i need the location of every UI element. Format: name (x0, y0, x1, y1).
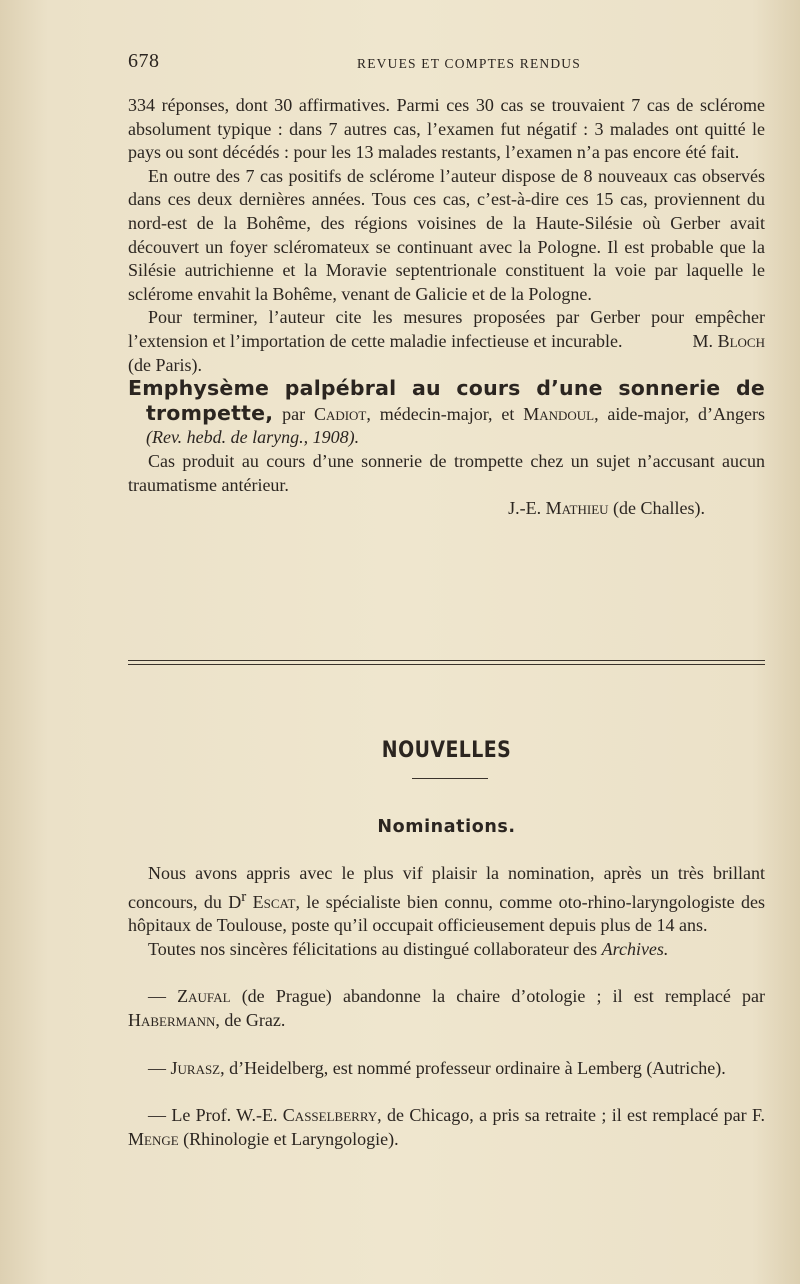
article1-signature-name: Bloch (717, 330, 765, 351)
news-column (128, 862, 765, 1151)
article2-signature-name: Mathieu (545, 498, 609, 519)
article1-paragraph-1: 334 réponses, dont 30 affirmatives. Parmi ces 30 cas se trouvaient 7 cas de sclérome absolument typique : dans 7 autres cas, l’examen fut négatif : 3 malades ont quitté le pays ou sont décédés : pour les 13 malades restants, l’examen n’a pas encore été fait. (128, 95, 765, 163)
subsection-title: Nominations. (377, 817, 516, 837)
article1-paragraph-3-text: Pour terminer, l’auteur cite les mesures proposées par Gerber pour empêcher l’extension et l’importation de cette maladie infectieuse et incurable. (128, 307, 765, 351)
news-item-escat: Nous avons appris avec le plus vif plaisir la nomination, après un très brillant concours, du $D^r$ Escat, le spécialiste bien connu, comme oto-rhino-laryngologiste des hôpitaux de Toulouse, poste qu’il occupait officieusement depuis plus de 14 ans. (128, 863, 765, 936)
review-column (128, 94, 765, 521)
news-item-zaufal: — Zaufal (de Prague) abandonne la chaire d’otologie ; il est remplacé par Habermann, de Graz. (128, 986, 766, 1030)
section-underline (412, 778, 488, 779)
news-item-casselberry: — Le Prof. W.-E. Casselberry, de Chicago, a pris sa retraite ; il est remplacé par F. Menge (Rhinologie et Laryngologie). (128, 1105, 766, 1149)
section-double-rule (128, 660, 765, 668)
article2-author-1: Cadiot (313, 403, 367, 424)
article1-signature: M. Bloch (de Paris). (128, 330, 765, 375)
page-number: 678 (128, 50, 160, 72)
page-header (128, 50, 762, 80)
article1-paragraph-2: En outre des 7 cas positifs de sclérome l’auteur dispose de 8 nouveaux cas observés dans ces deux dernières années. Tous ces cas, c’est-à-dire ces 15 cas, proviennent du nord-est de la Bohême, des régions voisines de la Haute-Silésie où Gerber avait découvert un foyer scléromateux se continuant avec la Pologne. Il est probable que la Silésie autrichienne et la Moravie septentrionale constituent la voie par laquelle le sclérome envahit la Bohême, venant de Galicie et de la Pologne. (128, 165, 765, 304)
article1-paragraph-3 (128, 306, 765, 377)
news-item-congratulations: Toutes nos sincères félicitations au distingué collaborateur des Archives. (148, 938, 669, 959)
news-item-jurasz: — Jurasz, d’Heidelberg, est nommé professeur ordinaire à Lemberg (Autriche). (148, 1057, 726, 1078)
running-head: REVUES ET COMPTES RENDUS (357, 56, 581, 71)
section-title: NOUVELLES (381, 738, 512, 763)
article2-body: Cas produit au cours d’une sonnerie de trompette chez un sujet n’accusant aucun traumatisme antérieur. (128, 450, 765, 495)
article2-heading: Emphysème palpébral au cours d’une sonnerie de trompette, par Cadiot, médecin-major, et Mandoul, aide-major, d’Angers (Rev. hebd. de laryng., 1908). (128, 376, 766, 448)
article2-citation: (Rev. hebd. de laryng., 1908). (146, 427, 360, 448)
article2-signature: J.-E. Mathieu (de Challes). (508, 498, 705, 519)
article2-author-2: Mandoul (523, 403, 595, 424)
article2-title: Emphysème palpébral au cours d’une sonnerie de trompette, (128, 376, 765, 425)
